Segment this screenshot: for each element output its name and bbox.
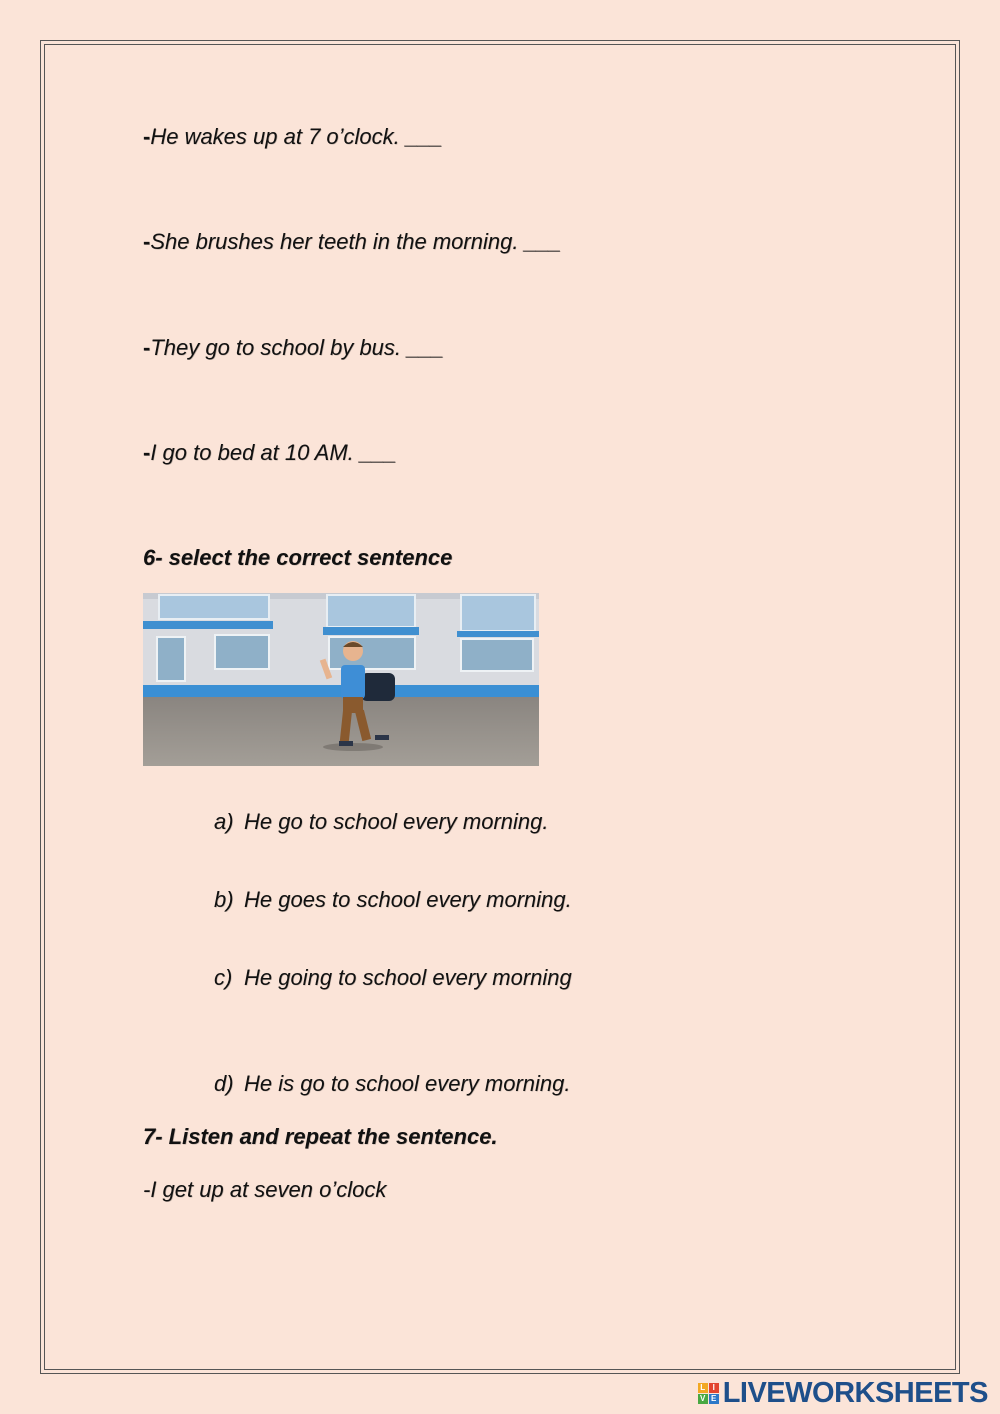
logo-tile: I [709,1383,719,1393]
option-letter: a) [214,809,234,834]
option-a[interactable] [214,809,549,835]
sentence-text: I go to bed at 10 AM. ___ [150,440,397,465]
option-text: He go to school every morning. [244,809,549,834]
boy-going-to-school-image [143,593,539,766]
option-d[interactable] [214,1071,571,1097]
sentence-dash: - [143,124,151,149]
logo-tile: V [698,1394,708,1404]
option-text: He goes to school every morning. [244,887,572,912]
section-6-heading: 6- select the correct sentence [143,545,453,570]
sentence-text: She brushes her teeth in the morning. ___ [150,229,562,254]
option-letter: b) [214,887,234,912]
sentence-dash: - [143,335,151,360]
option-b[interactable] [214,887,572,913]
logo-tile: E [709,1394,719,1404]
option-text: He is go to school every morning. [244,1071,571,1096]
sentence-text: He wakes up at 7 o’clock. ___ [150,124,443,149]
option-letter: d) [214,1071,234,1096]
listen-sentence: -I get up at seven o’clock [143,1177,387,1202]
liveworksheets-brand: LIVEWORKSHEETS [722,1376,988,1409]
liveworksheets-logo-icon [698,1383,719,1404]
sentence-3 [143,335,444,361]
option-c[interactable] [214,965,572,991]
liveworksheets-logo [698,1378,988,1408]
sentence-dash: - [143,440,151,465]
sentence-dash: - [143,229,151,254]
option-letter: c) [214,965,233,990]
sentence-4 [143,440,397,466]
option-text: He going to school every morning [244,965,572,990]
logo-tile: L [698,1383,708,1393]
sentence-text: They go to school by bus. ___ [150,335,444,360]
section-7-heading: 7- Listen and repeat the sentence. [143,1124,498,1149]
sentence-2 [143,229,561,255]
sentence-1 [143,124,443,150]
